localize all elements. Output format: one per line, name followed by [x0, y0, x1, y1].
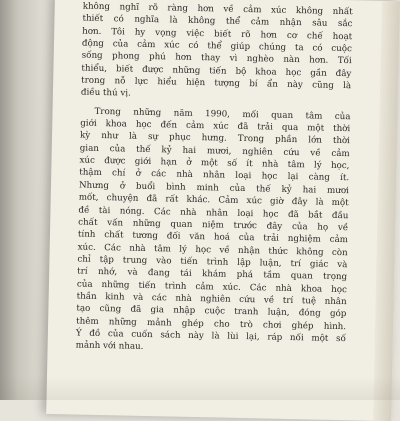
- text-line: xúc. Các nhà tâm lý học về nhận thức không còn: [77, 242, 348, 258]
- text-line: trí nhớ, và đang tái khám phá tầm quan trọng: [77, 266, 348, 283]
- text-line: sống phong phú hơn thay vì nghèo nàn hơn. Tối: [81, 50, 352, 67]
- text-line: Ý đồ của cuốn sách này là lùi lại, ráp nối một số: [75, 328, 346, 345]
- text-line: không nghĩ rõ ràng hơn về cảm xúc không nhất: [82, 1, 353, 18]
- text-line: gian của thế kỷ hai mươi, nghiên cứu về cảm: [79, 143, 350, 159]
- text-line: động của cảm xúc có thể giúp chúng ta có cuộc: [81, 38, 353, 55]
- paragraph: [76, 105, 351, 357]
- text-line: thiểu, biết được những tiến bộ khoa học gần đây: [81, 63, 352, 79]
- text-line: thêm những mảnh ghép cho trò chơi ghép hình.: [76, 316, 347, 332]
- text-line: đề tài nóng. Các nhà nhân loại học đã bắt đầu: [78, 205, 349, 221]
- text-line: Trong những năm 1990, mối quan tâm của: [94, 106, 351, 122]
- text-line: tạo cũng đã gia nhập cuộc tranh luận, đóng góp: [76, 303, 347, 320]
- book-page: [46, 0, 400, 421]
- text-line: chỉ tập trung vào tiến trình lập luận, trí giác và: [77, 254, 348, 271]
- text-line: xúc được giới hạn ở một số ít nhà tâm lý học,: [79, 155, 350, 172]
- page-bottom-shade: [0, 376, 400, 400]
- text-line: thần kinh và các nhà nghiên cứu về trí tuệ nhân: [76, 291, 347, 308]
- text-line: tính chất tương đối văn hoá của trải nghiệm cảm: [77, 229, 349, 246]
- text-line: thiết có nghĩa là không thể cảm nhận sâu sắc: [82, 13, 353, 30]
- page-text: [76, 1, 353, 358]
- text-line: của những tiến trình cảm xúc. Các nhà khoa học: [76, 279, 347, 295]
- text-line: chất vấn những quan niệm trước đây của họ về: [78, 217, 349, 234]
- text-line: mốt, chuyện đã rất khác. Cảm xúc giờ đây là một: [78, 192, 349, 209]
- text-line: thậm chí ở các nhà nhân loại học lại càng ít.: [79, 168, 350, 184]
- text-line: hơn. Tôi hy vọng việc biết rõ hơn cơ chế hoạt: [82, 26, 353, 42]
- text-line: kỳ như là sự phục hưng. Trong phần lớn thời: [79, 130, 351, 147]
- text-line: Nhưng ở buổi bình minh của thế kỷ hai mươi: [78, 180, 350, 197]
- page-edge: [373, 1, 400, 421]
- text-line: điều thú vị.: [80, 87, 131, 100]
- text-line: mảnh với nhau.: [75, 340, 144, 353]
- text-line: trong nỗ lực hiểu hiện tượng bí ẩn này cũng là: [81, 75, 352, 92]
- paragraph: [81, 1, 353, 105]
- text-line: giới khoa học đến cảm xúc đã trải qua một thời: [80, 118, 351, 135]
